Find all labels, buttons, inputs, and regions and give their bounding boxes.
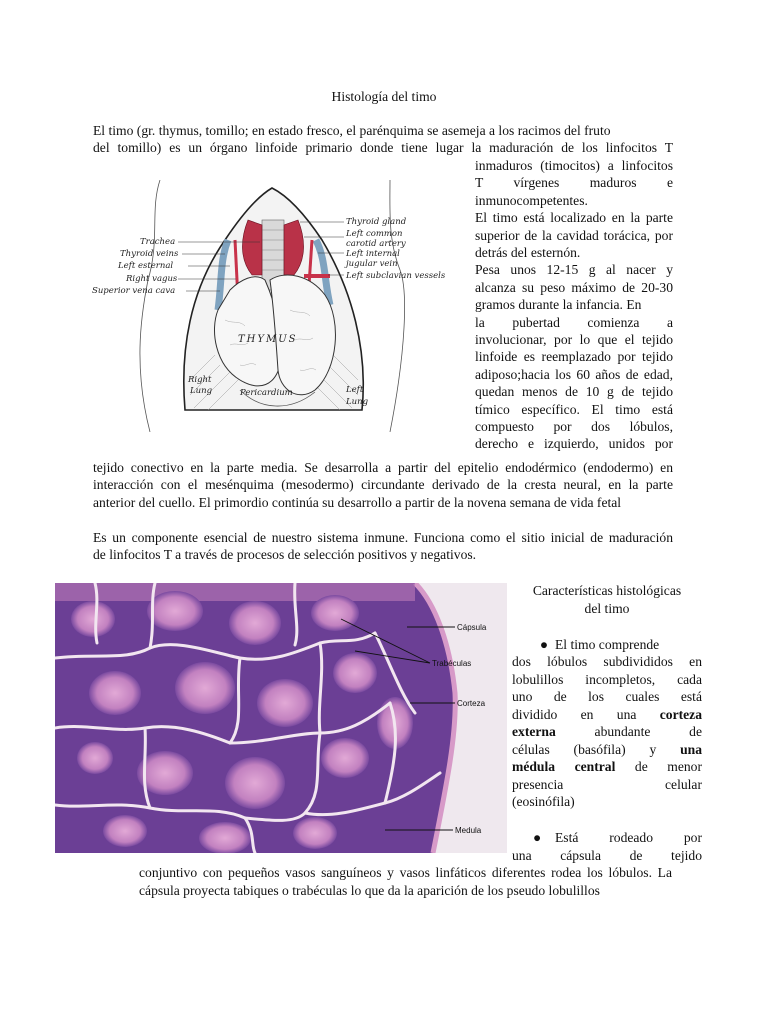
label-capsula: Cápsula <box>457 623 487 632</box>
bullet-2-first-line: ● Está rodeado por <box>533 830 702 845</box>
thymus-anatomy-figure <box>90 180 462 432</box>
bullet-1-line-5: dividido en una corteza <box>512 707 702 722</box>
section-heading-line-2: del timo <box>584 601 630 616</box>
intro-side-line: involucionar, por lo que el tejido <box>475 332 673 347</box>
bullet-1-line-8: médula central de menor <box>512 759 702 774</box>
label-left-internal: Left internal <box>346 249 400 259</box>
label-corteza: Corteza <box>457 699 486 708</box>
bullet-1-line-10: (eosinófila) <box>512 794 575 809</box>
label-right-vagus: Right vagus <box>126 274 178 284</box>
intro-side-line: alcanza su peso máximo de 20-30 <box>475 279 673 295</box>
label-superior-vena-cava: Superior vena cava <box>92 286 176 296</box>
label-carotid-artery: carotid artery <box>346 239 406 249</box>
intro-line-1: El timo (gr. thymus, tomillo; en estado fresco, el parénquima se asemeja a los racimos del fruto <box>93 123 611 138</box>
intro-full-line: tejido conectivo en la parte media. Se desarrolla a partir del epitelio endodérmico (endodermo) en <box>93 460 673 475</box>
section-heading-line-1: Características histológicas <box>532 583 682 598</box>
label-left-esternal: Left esternal <box>118 261 174 271</box>
bullet-1-first-line: ● El timo comprende <box>533 636 703 653</box>
bullet-1-line-7: células (basófila) y una <box>512 742 703 757</box>
intro-side-line: linfoide es reemplazado por tejido <box>475 349 673 365</box>
intro-side-line: la pubertad comienza a <box>475 314 673 330</box>
label-lung-left: Lung <box>346 397 369 407</box>
label-medula: Medula <box>455 826 482 835</box>
intro-full-line: interacción con el mesénquima (mesodermo) circundante derivado de la cresta neural, en la parte <box>93 477 673 493</box>
paragraph-2-line: de linfocitos T a través de procesos de selección positivos y negativos. <box>93 547 477 563</box>
intro-side-line: adiposo;hacia los 60 años de edad, <box>475 366 673 382</box>
label-thyroid-gland: Thyroid gland <box>346 217 407 227</box>
label-thyroid-veins: Thyroid veins <box>120 249 179 259</box>
intro-full-line: anterior del cuello. El primordio continúa su desarrollo a partir de la novena semana de vida fetal <box>93 494 622 510</box>
label-pericardium: Pericardium <box>240 388 293 398</box>
thymus-histology-figure <box>55 583 507 853</box>
intro-side-line: compuesto por dos lóbulos, <box>475 419 673 434</box>
label-trachea: Trachea <box>140 237 176 247</box>
bullet-2-line-2: una cápsula de tejido <box>512 848 702 863</box>
label-right: Right <box>188 375 212 385</box>
paragraph-2-line: Es un componente esencial de nuestro sistema inmune. Funciona como el sitio inicial de maduración <box>93 530 673 545</box>
bullet-1-line-6: externa abundante de <box>512 724 702 739</box>
bullet-1-line-4: uno de los cuales está <box>512 689 702 704</box>
intro-side-line: detrás del esternón. <box>475 245 581 260</box>
intro-side-line: quedan menos de 10 g de tejido <box>475 384 673 400</box>
intro-side-line: El timo está localizado en la parte <box>475 210 673 226</box>
bullet-1-dot: ● <box>539 637 549 652</box>
label-left-subclavian-vessels: Left subclavian vessels <box>346 271 446 281</box>
intro-side-line: gramos durante la infancia. En <box>475 297 642 313</box>
intro-side-line: superior de la cavidad torácica, por <box>475 227 673 243</box>
label-thymus: THYMUS <box>238 334 298 345</box>
label-lung-right: Lung <box>190 386 213 396</box>
bullet-2-line-3: conjuntivo con pequeños vasos sanguíneos y vasos linfáticos diferentes rodea los lóbulos. La <box>139 865 672 880</box>
intro-side-line: T vírgenes maduros e <box>475 175 673 191</box>
intro-side-line: derecho e izquierdo, unidos por <box>475 436 673 452</box>
label-left: Left <box>346 385 364 395</box>
page-title: Histología del timo <box>331 89 437 104</box>
label-left-common: Left common <box>346 229 403 239</box>
bullet-2-dot: ● <box>533 830 542 845</box>
label-jugular-vein: jugular vein <box>346 259 398 269</box>
bullet-2-line-4: cápsula proyecta tabiques o trabéculas lo que da la aparición de los pseudo lobulillos <box>139 883 600 898</box>
bullet-1-line-3: lobulillos incompletos, cada <box>512 672 702 687</box>
intro-line-2: del tomillo) es un órgano linfoide primario donde tiene lugar la maduración de los linfocitos T <box>93 140 673 155</box>
intro-side-line: inmaduros (timocitos) a linfocitos <box>475 158 673 173</box>
bullet-1-line-2: dos lóbulos subdivididos en <box>512 654 702 669</box>
intro-side-line: tímico específico. El timo está <box>475 401 673 417</box>
label-trabeculas: Trabéculas <box>432 659 472 668</box>
intro-side-line: Pesa unos 12-15 g al nacer y <box>475 262 673 278</box>
intro-side-line: inmunocompetentes. <box>475 192 588 208</box>
bullet-1-line-9: presencia celular <box>512 777 702 792</box>
